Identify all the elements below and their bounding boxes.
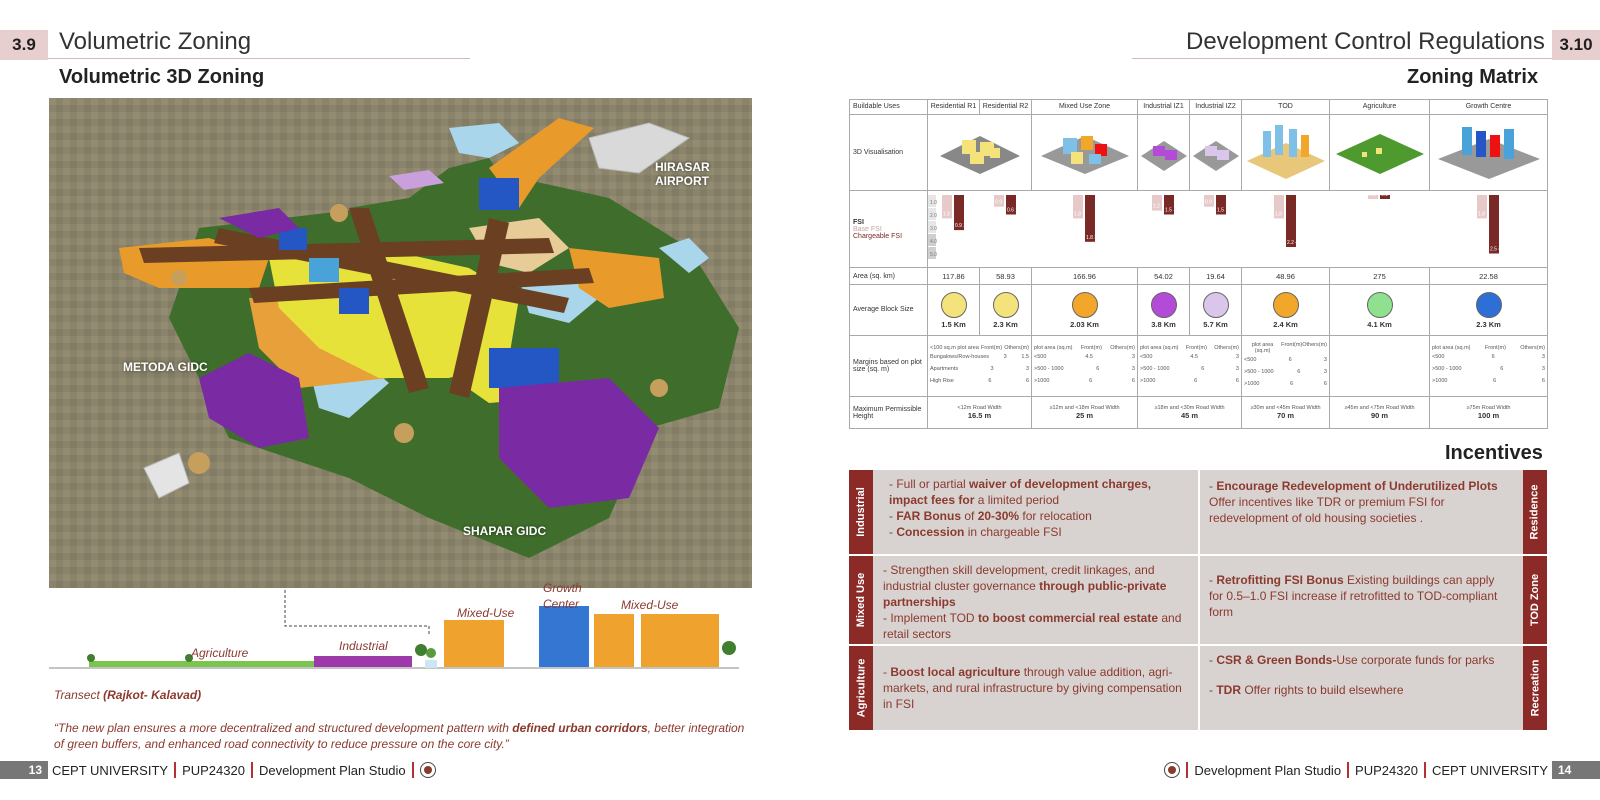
studio-logo-icon [1164, 762, 1180, 778]
margin-row-label: Bungalows/Row-houses [930, 354, 990, 361]
zone-header: Residential R2 [980, 100, 1032, 115]
height-value: 25 m [1075, 411, 1094, 421]
margins-residential [928, 335, 1032, 396]
quote-part2: , better integration of green buffers, and enhanced road connectivity to reduce pressure on the core city.” [54, 721, 745, 751]
zone-header: TOD [1242, 100, 1330, 115]
fsi-chargeable-bar [1489, 195, 1499, 254]
margin-plot-area-header: plot area (sq.m) [1034, 345, 1073, 352]
margin-front: 4.5 [1085, 354, 1093, 361]
text-bold: Boost local agriculture [890, 665, 1021, 679]
matrix-label-area: Area (sq. km) [850, 268, 928, 285]
footer-right [1164, 760, 1600, 780]
incentive-item: - CSR & Green Bonds-Use corporate funds for parks [1209, 653, 1495, 667]
text-bold: Encourage Redevelopment of Underutilized Plots [1216, 479, 1498, 493]
tab-residence [1523, 470, 1547, 554]
block-circle-icon [1151, 292, 1177, 318]
text-bold: to boost commercial real estate [977, 611, 1159, 625]
fsi-scale-label: 1.0 [930, 200, 937, 207]
text: and retail sectors [883, 611, 1182, 641]
transect-caption [54, 688, 201, 702]
fsi-base-label: 0.9 [1205, 199, 1212, 206]
section-title-left: Volumetric Zoning [59, 28, 252, 55]
margin-others: 3 [1235, 354, 1239, 361]
fsi-chargeable-label: 1.5 [1217, 207, 1224, 214]
block-cell [1032, 285, 1138, 336]
viz-mixed-use [1032, 114, 1138, 190]
height-road: ≥30m and <45m Road Width [1250, 405, 1321, 412]
block-value: 5.7 Km [1203, 320, 1228, 330]
text: Strengthen skill development, credit linkages, and industrial cluster governance [883, 563, 1155, 593]
zoning-matrix-table [849, 99, 1548, 429]
margin-others: 6 [1323, 381, 1327, 388]
matrix-row-block-size [850, 285, 1548, 336]
margin-front: 6 [1288, 357, 1292, 364]
block-value: 2.03 Km [1070, 320, 1099, 330]
margin-row-label: >1000 [1244, 381, 1260, 388]
text: Offer rights to build elsewhere [1241, 683, 1404, 697]
margin-others: 6 [1025, 378, 1029, 385]
area-value: 48.96 [1242, 268, 1330, 285]
height-cell [1032, 397, 1138, 429]
incentive-mixed-use [883, 562, 1188, 642]
fsi-chargeable-label: 2.2 4.0 [1287, 240, 1303, 247]
margin-front: 3 [990, 366, 994, 373]
area-value: 22.58 [1430, 268, 1548, 285]
transect-caption-prefix: Transect [54, 688, 100, 702]
block-value: 4.1 Km [1367, 320, 1392, 330]
margin-front-header: Front(m) [1185, 345, 1207, 352]
margin-others-header: Others(m) [1110, 345, 1135, 352]
margin-front: 6 [1089, 378, 1093, 385]
margin-front: 6 [1201, 366, 1205, 373]
transect-label-growth-center: Growth Center [543, 581, 582, 611]
area-value: 275 [1330, 268, 1430, 285]
footer-studio-left: Development Plan Studio [258, 762, 406, 778]
margin-front: 6 [1194, 378, 1198, 385]
fsi-chargeable-label: 2.5 4.5 [1490, 246, 1506, 253]
text: of [961, 509, 978, 523]
matrix-row-3d-visualisation [850, 114, 1548, 190]
height-road: ≥18m and <30m Road Width [1154, 405, 1225, 412]
studio-logo-icon [420, 762, 436, 778]
margin-others: 3 [1323, 357, 1327, 364]
height-road: ≥12m and <18m Road Width [1049, 405, 1120, 412]
block-circle-icon [993, 292, 1019, 318]
zone-header: Mixed Use Zone [1032, 100, 1138, 115]
footer-left [0, 760, 436, 780]
page-number-right: 14 [1552, 761, 1600, 779]
height-cell [1242, 397, 1330, 429]
tab-industrial [849, 470, 873, 554]
margin-others: 3 [1235, 366, 1239, 373]
margin-plot-area-header: <100 sq.m plot area [930, 345, 979, 352]
margin-front: 6 [1491, 354, 1495, 361]
margins-tod [1242, 335, 1330, 396]
viz-residential [928, 114, 1032, 190]
height-cell [1430, 397, 1548, 429]
footer-separator [1186, 762, 1188, 778]
matrix-row-fsi [850, 190, 1548, 267]
viz-agriculture-icon [1332, 126, 1428, 176]
transect-diagram [49, 581, 759, 700]
viz-growth-centre-icon [1434, 121, 1544, 181]
incentive-item: - Implement TOD to boost commercial real estate and retail sectors [883, 611, 1182, 641]
margin-front: 6 [1500, 366, 1504, 373]
block-cell [1330, 285, 1430, 336]
block-cell [1138, 285, 1190, 336]
footer-separator [412, 762, 414, 778]
transect-caption-route: (Rajkot- Kalavad) [103, 688, 202, 702]
volumetric-3d-map [49, 98, 752, 588]
margin-row-label: <500 [1432, 354, 1445, 361]
height-value: 90 m [1370, 411, 1389, 421]
fsi-label: FSI [853, 218, 864, 226]
viz-tod-icon [1243, 121, 1329, 181]
block-circle-icon [1476, 292, 1502, 318]
margin-others: 3 [1541, 366, 1545, 373]
matrix-row-margins [850, 335, 1548, 396]
margin-front: 6 [988, 378, 992, 385]
area-value: 19.64 [1190, 268, 1242, 285]
margin-others-header: Others(m) [1004, 345, 1029, 352]
height-value: 100 m [1477, 411, 1500, 421]
margin-others-header: Others(m) [1520, 345, 1545, 352]
transect-label-industrial: Industrial [339, 639, 388, 653]
margin-row-label: Apartments [930, 366, 959, 373]
zone-header: Industrial IZ1 [1138, 100, 1190, 115]
text-bold: 20-30% [977, 509, 1020, 523]
margin-row-label: >1000 [1034, 378, 1050, 385]
area-value: 54.02 [1138, 268, 1190, 285]
margin-front: 6 [1290, 381, 1294, 388]
text: a limited period [974, 493, 1060, 507]
matrix-row-area [850, 268, 1548, 285]
zone-header: Residential R1 [928, 100, 980, 115]
viz-tod [1242, 114, 1330, 190]
incentive-residence [1209, 478, 1509, 526]
fsi-chargeable-label: 1.8 3.6 [1086, 234, 1102, 241]
label-shapar-gidc: SHAPAR GIDC [463, 524, 547, 538]
fsi-base-label: 0.1 [1369, 193, 1376, 199]
margin-others: 6 [1541, 378, 1545, 385]
fsi-chargeable-label: 0.1 [1381, 193, 1388, 199]
block-cell [1430, 285, 1548, 336]
margin-others-header: Others(m) [1302, 342, 1327, 349]
margin-row-label: >500 - 1000 [1432, 366, 1462, 373]
incentive-industrial [889, 476, 1189, 540]
incentive-item: - FAR Bonus of 20-30% for relocation [889, 509, 1092, 523]
viz-industrial-icon [1139, 126, 1189, 176]
margin-plot-area-header: plot area (sq.m) [1140, 345, 1179, 352]
matrix-label-uses: Buildable Uses [850, 100, 928, 115]
block-value: 3.8 Km [1151, 320, 1176, 330]
tab-tod-zone [1523, 556, 1547, 644]
block-circle-icon [1203, 292, 1229, 318]
incentives-divider [849, 644, 1547, 646]
block-circle-icon [1072, 292, 1098, 318]
fsi-chargeable-label: 0.9 2.7 [955, 223, 971, 230]
quote-part1: “The new plan ensures a more decentralized and structured development pattern with [54, 721, 513, 735]
height-value: 16.5 m [967, 411, 992, 421]
margin-others-header: Others(m) [1214, 345, 1239, 352]
margin-front: 6 [1096, 366, 1100, 373]
page-number-left: 13 [0, 761, 48, 779]
margin-row-label: >1000 [1140, 378, 1156, 385]
margin-front-header: Front(m) [980, 345, 1003, 352]
margins-industrial [1138, 335, 1242, 396]
viz-industrial-iz2 [1190, 114, 1242, 190]
incentives-divider [849, 554, 1547, 556]
text: through value addition, agri-markets, and rural infrastructure by giving compensation in FSI [883, 665, 1182, 711]
chargeable-fsi-label: Chargeable FSI [853, 232, 903, 240]
margin-front: 3 [1003, 354, 1007, 361]
incentive-item: - Boost local agriculture through value addition, agri-markets, and rural infrastructure by giving compensation in FSI [883, 665, 1182, 711]
text-bold: Concession [896, 525, 965, 539]
incentive-item: - Concession in chargeable FSI [889, 525, 1062, 539]
text-bold: TDR [1216, 683, 1242, 697]
fsi-chargeable-label: 0.6 1.5 [1007, 207, 1023, 214]
viz-residential-icon [932, 126, 1028, 176]
fsi-base-label: 1.8 [1275, 211, 1282, 218]
map-illustration [49, 98, 752, 588]
height-road: ≥75m Road Width [1466, 405, 1511, 412]
text: Existing buildings can apply for 0.5–1.0 FSI increase if retrofitted to TOD-compliant form [1209, 573, 1498, 619]
block-circle-icon [1273, 292, 1299, 318]
transect-label-mixed-use-2: Mixed-Use [621, 598, 679, 612]
fsi-scale-label: 5.0 [930, 252, 937, 259]
base-fsi-label: Base FSI [853, 225, 882, 233]
block-value: 2.4 Km [1273, 320, 1298, 330]
height-road: <12m Road Width [957, 405, 1002, 412]
area-value: 166.96 [1032, 268, 1138, 285]
margin-plot-area-header: plot area (sq.m) [1432, 345, 1471, 352]
matrix-label-margins: Margins based on plot size (sq. m) [850, 335, 928, 396]
height-value: 70 m [1276, 411, 1295, 421]
margin-plot-area-header: plot area (sq.m) [1251, 342, 1274, 355]
margin-others: 6 [1131, 378, 1135, 385]
text-bold: through public-private partnerships [883, 579, 1167, 609]
area-value: 117.86 [928, 268, 980, 285]
block-value: 2.3 Km [1476, 320, 1501, 330]
text-bold: waiver of development charges, impact fees for [889, 477, 1152, 507]
section-number-left: 3.9 [0, 30, 48, 60]
quote-bold: defined urban corridors [512, 721, 648, 735]
title-rule-right [1132, 58, 1552, 59]
tab-residence-label: Residence [1529, 484, 1541, 540]
footer-university-right: CEPT UNIVERSITY [1431, 762, 1548, 778]
height-value: 45 m [1180, 411, 1199, 421]
viz-mixed-use-icon [1037, 126, 1133, 176]
block-cell [928, 285, 980, 336]
margin-row-label: >500 - 1000 [1244, 369, 1274, 376]
fsi-base-label: 1.8 [1478, 211, 1485, 218]
zone-header: Industrial IZ2 [1190, 100, 1242, 115]
fsi-base-label: 1.2 [1153, 203, 1160, 210]
fsi-chart-cell [928, 190, 1548, 267]
label-metoda-gidc: METODA GIDC [123, 360, 208, 374]
margin-front-header: Front(m) [1281, 342, 1303, 349]
margin-row-label: <500 [1140, 354, 1153, 361]
incentive-item: - TDR Offer rights to build elsewhere [1209, 683, 1404, 697]
incentive-item: - Encourage Redevelopment of Underutilized Plots Offer incentives like TDR or premium FSI for redevelopment of old housing societies . [1209, 479, 1498, 525]
footer-separator [1347, 762, 1349, 778]
tab-agriculture [849, 646, 873, 730]
height-road: ≥45m and <75m Road Width [1344, 405, 1415, 412]
matrix-label-3d: 3D Visualisation [850, 114, 928, 190]
text-bold: FAR Bonus [896, 509, 962, 523]
block-circle-icon [1367, 292, 1393, 318]
margin-others: 3 [1131, 354, 1135, 361]
footer-university-left: CEPT UNIVERSITY [52, 762, 169, 778]
footer-studio-right: Development Plan Studio [1194, 762, 1342, 778]
matrix-label-block: Average Block Size [850, 285, 928, 336]
viz-growth-centre [1430, 114, 1548, 190]
matrix-row-uses [850, 100, 1548, 115]
fsi-scale-label: 2.0 [930, 213, 937, 220]
block-value: 1.5 Km [941, 320, 966, 330]
incentives-title: Incentives [1445, 442, 1543, 464]
title-rule-left [48, 58, 470, 59]
viz-industrial-icon [1191, 126, 1241, 176]
text: in chargeable FSI [964, 525, 1062, 539]
margin-others: 3 [1323, 369, 1327, 376]
margins-mixed-use [1032, 335, 1138, 396]
incentive-item: - Retrofitting FSI Bonus Existing buildings can apply for 0.5–1.0 FSI increase if retrofitted to TOD-compliant form [1209, 573, 1498, 619]
fsi-base-label: 1.8 [1074, 211, 1081, 218]
viz-industrial-iz1 [1138, 114, 1190, 190]
incentive-tod-zone [1209, 572, 1509, 620]
fsi-base-label: 0.9 [995, 199, 1002, 206]
plan-quote [54, 720, 754, 752]
margin-front: 4.5 [1190, 354, 1198, 361]
margins-growth-centre [1430, 335, 1548, 396]
margin-others: 3 [1541, 354, 1545, 361]
viz-agriculture [1330, 114, 1430, 190]
tab-recreation-label: Recreation [1529, 659, 1542, 717]
block-cell [1190, 285, 1242, 336]
margin-others: 3 [1131, 366, 1135, 373]
margin-row-label: High Rise [930, 378, 954, 385]
margin-front: 6 [1493, 378, 1497, 385]
zone-header: Agriculture [1330, 100, 1430, 115]
margin-others: 1.5 [1021, 354, 1029, 361]
zone-header: Growth Centre [1430, 100, 1548, 115]
text-bold: CSR & Green Bonds- [1216, 653, 1337, 667]
margin-others: 3 [1025, 366, 1029, 373]
block-circle-icon [941, 292, 967, 318]
margin-row-label: >1000 [1432, 378, 1448, 385]
margin-row-label: >500 - 1000 [1034, 366, 1064, 373]
margin-others: 6 [1235, 378, 1239, 385]
label-hirasar-airport: HIRASAR AIRPORT [655, 160, 710, 188]
footer-separator [251, 762, 253, 778]
incentives-panel [849, 470, 1547, 730]
footer-separator [1424, 762, 1426, 778]
block-cell [980, 285, 1032, 336]
height-cell [928, 397, 1032, 429]
section-number-right: 3.10 [1552, 30, 1600, 60]
tab-recreation [1523, 646, 1547, 730]
tab-agriculture-label: Agriculture [855, 658, 867, 718]
footer-separator [174, 762, 176, 778]
block-value: 2.3 Km [993, 320, 1018, 330]
margin-row-label: >500 - 1000 [1140, 366, 1170, 373]
section-title-right: Development Control Regulations [1186, 28, 1545, 55]
text: Use corporate funds for parks [1336, 653, 1495, 667]
margin-front-header: Front(m) [1080, 345, 1102, 352]
height-cell [1330, 397, 1430, 429]
incentives-divider [1198, 470, 1200, 730]
fsi-scale-label: 3.0 [930, 226, 937, 233]
margin-front-header: Front(m) [1484, 345, 1506, 352]
footer-course-right: PUP24320 [1355, 762, 1418, 778]
block-cell [1242, 285, 1330, 336]
tab-industrial-label: Industrial [855, 487, 868, 537]
fsi-base-label: 1.8 [943, 211, 950, 218]
margin-row-label: <500 [1244, 357, 1257, 364]
margin-row-label: <500 [1034, 354, 1047, 361]
page-subtitle-right: Zoning Matrix [1407, 66, 1539, 88]
incentive-item: - Full or partial waiver of development charges, impact fees for a limited period [889, 477, 1152, 507]
fsi-chargeable-label: 1.5 [1165, 207, 1172, 214]
transect-label-agriculture: Agriculture [191, 646, 249, 660]
footer-course-left: PUP24320 [182, 762, 245, 778]
text: for relocation [1019, 509, 1092, 523]
zoning-matrix [849, 99, 1547, 429]
text: Full or partial [896, 477, 970, 491]
tab-mixed-use [849, 556, 873, 644]
matrix-label-fsi [850, 190, 928, 267]
text: Implement TOD [890, 611, 978, 625]
margins-agriculture [1330, 335, 1430, 396]
fsi-bars-chart [928, 193, 1548, 263]
page-subtitle-left: Volumetric 3D Zoning [59, 66, 265, 88]
incentive-agriculture [883, 664, 1188, 712]
tab-tod-zone-label: TOD Zone [1529, 573, 1542, 627]
matrix-label-height: Maximum Permissible Height [850, 397, 928, 429]
text-bold: Retrofitting FSI Bonus [1216, 573, 1344, 587]
tab-mixed-use-label: Mixed Use [855, 572, 868, 628]
incentive-recreation [1209, 652, 1509, 698]
margin-front: 6 [1297, 369, 1301, 376]
incentive-item: - Strengthen skill development, credit linkages, and industrial cluster governance through public-private partnerships [883, 563, 1167, 609]
fsi-scale-label: 4.0 [930, 239, 937, 246]
area-value: 58.93 [980, 268, 1032, 285]
transect-label-mixed-use-1: Mixed-Use [457, 606, 515, 620]
text: Offer incentives like TDR or premium FSI for redevelopment of old housing societies . [1209, 495, 1445, 525]
matrix-row-height [850, 397, 1548, 429]
height-cell [1138, 397, 1242, 429]
